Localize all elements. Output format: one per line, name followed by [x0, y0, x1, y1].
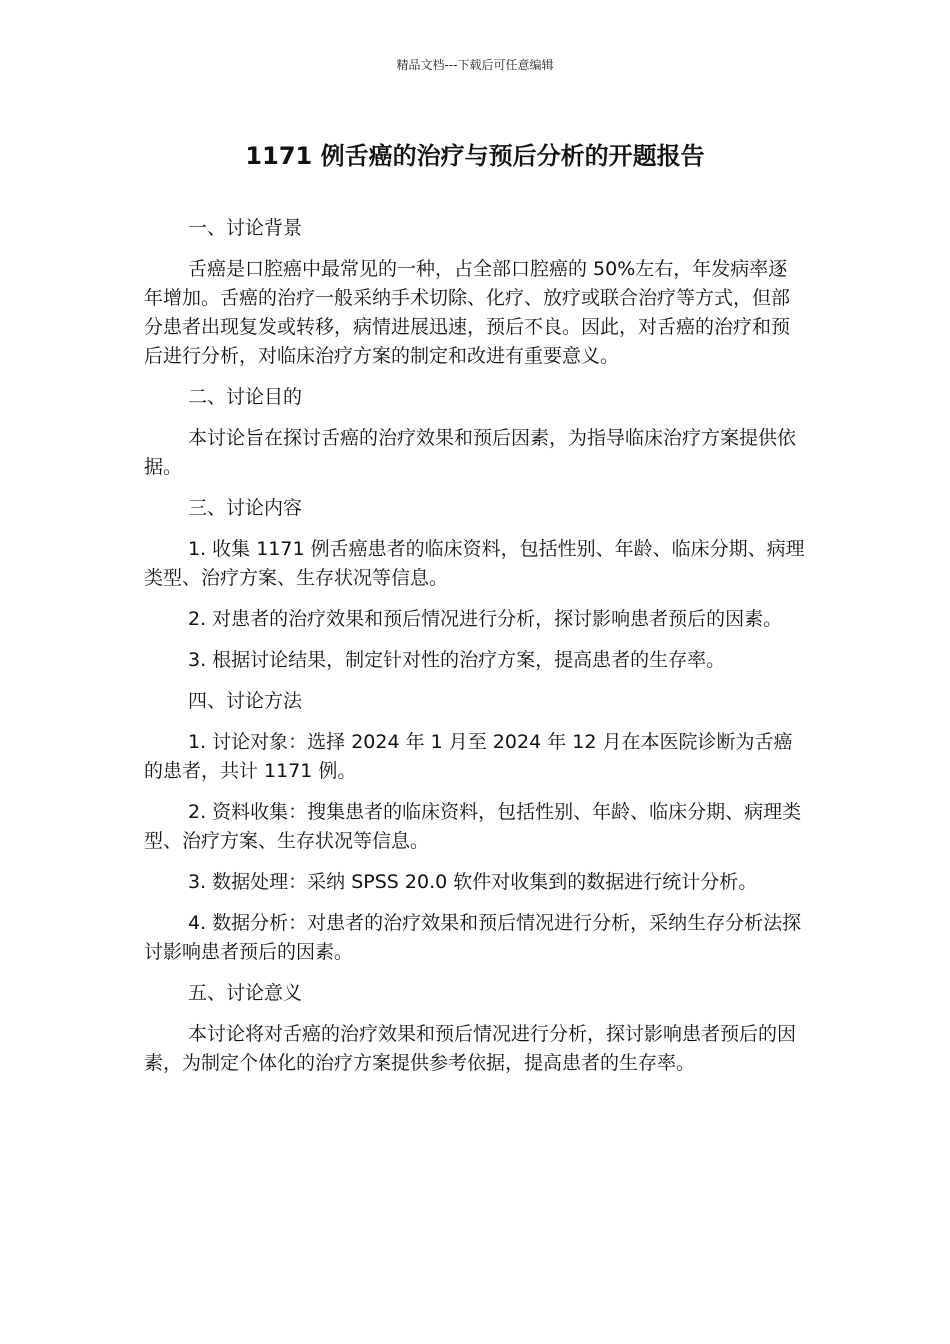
- section-heading-significance: 五、讨论意义: [188, 982, 303, 1004]
- page-header-note: 精品文档---下载后可任意编辑: [396, 58, 554, 72]
- methods-item-3: 3. 数据处理：采纳 SPSS 20.0 软件对收集到的数据进行统计分析。: [188, 871, 758, 893]
- background-paragraph: 舌癌是口腔癌中最常见的一种，占全部口腔癌的 50%左右，年发病率逐年增加。舌癌的治疗一般采纳手术切除、化疗、放疗或联合治疗等方式，但部分患者出现复发或转移，病情进展迅速，预后不良。因此，对舌癌的治疗和预后进行分析，对临床治疗方案的制定和改进有重要意义。: [144, 258, 791, 367]
- content-item-2: 2. 对患者的治疗效果和预后情况进行分析，探讨影响患者预后的因素。: [188, 608, 783, 630]
- content-item-1: 1. 收集 1171 例舌癌患者的临床资料，包括性别、年龄、临床分期、病理类型、治疗方案、生存状况等信息。: [144, 538, 805, 589]
- document-title: 1171 例舌癌的治疗与预后分析的开题报告: [245, 142, 705, 170]
- purpose-paragraph: 本讨论旨在探讨舌癌的治疗效果和预后因素，为指导临床治疗方案提供依据。: [144, 427, 797, 478]
- document-body: [144, 214, 806, 1090]
- section-heading-methods: 四、讨论方法: [188, 690, 303, 712]
- significance-paragraph: 本讨论将对舌癌的治疗效果和预后情况进行分析，探讨影响患者预后的因素，为制定个体化的治疗方案提供参考依据，提高患者的生存率。: [144, 1023, 797, 1074]
- methods-item-2: 2. 资料收集：搜集患者的临床资料，包括性别、年龄、临床分期、病理类型、治疗方案、生存状况等信息。: [144, 801, 802, 852]
- methods-item-1: 1. 讨论对象：选择 2024 年 1 月至 2024 年 12 月在本医院诊断为舌癌的患者，共计 1171 例。: [144, 731, 793, 782]
- content-item-3: 3. 根据讨论结果，制定针对性的治疗方案，提高患者的生存率。: [188, 649, 726, 671]
- section-heading-purpose: 二、讨论目的: [188, 386, 303, 408]
- section-heading-background: 一、讨论背景: [188, 217, 303, 239]
- methods-item-4: 4. 数据分析：对患者的治疗效果和预后情况进行分析，采纳生存分析法探讨影响患者预后的因素。: [144, 912, 802, 963]
- section-heading-content: 三、讨论内容: [188, 497, 303, 519]
